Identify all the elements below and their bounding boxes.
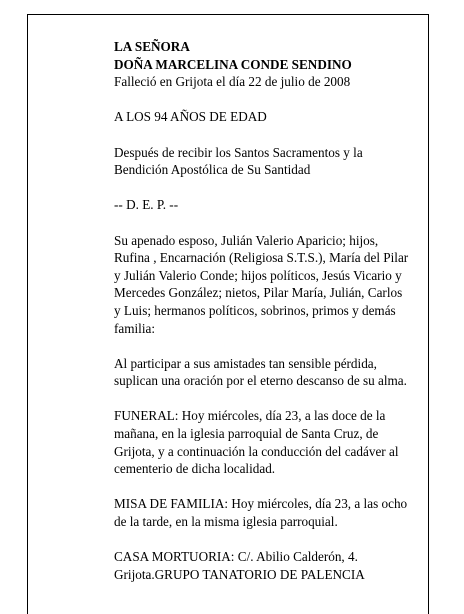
funeral-paragraph: FUNERAL: Hoy miércoles, día 23, a las doce de la mañana, en la iglesia parroquial de Santa Cruz, de Grijota, y a continuación la conducción del cadáver al cementerio de dicha localidad.: [114, 408, 399, 477]
sacraments-paragraph: Después de recibir los Santos Sacramentos y la Bendición Apostólica de Su Santidad: [114, 144, 363, 178]
header-line-title: LA SEÑORA: [114, 39, 190, 54]
deceased-name: DOÑA MARCELINA CONDE SENDINO: [114, 56, 352, 72]
death-notice: [114, 38, 426, 601]
funeral-home-paragraph: CASA MORTUORIA: C/. Abilio Calderón, 4. Grijota.GRUPO TANATORIO DE PALENCIA: [114, 549, 365, 582]
death-date-line: Falleció en Grijota el día 22 de julio de 2008: [114, 74, 351, 90]
notice-header: [114, 38, 426, 91]
family-paragraph: Su apenado esposo, Julián Valerio Aparicio; hijos, Rufina , Encarnación (Religiosa S.T.S.), María del Pilar y Julián Valerio Conde; hijos políticos, Jesús Vicario y Mercedes González; nietos, Pilar María, Julián, Carlos y Luis; hermanos políticos, sobrinos, primos y demás familia:: [114, 232, 409, 336]
dep-line: -- D. E. P. --: [114, 197, 179, 213]
age-line: A LOS 94 AÑOS DE EDAD: [114, 109, 267, 125]
family-mass-paragraph: MISA DE FAMILIA: Hoy miércoles, día 23, a las ocho de la tarde, en la misma iglesia parroquial.: [114, 496, 408, 530]
prayer-paragraph: Al participar a sus amistades tan sensible pérdida, suplican una oración por el eterno descanso de su alma.: [114, 355, 407, 389]
